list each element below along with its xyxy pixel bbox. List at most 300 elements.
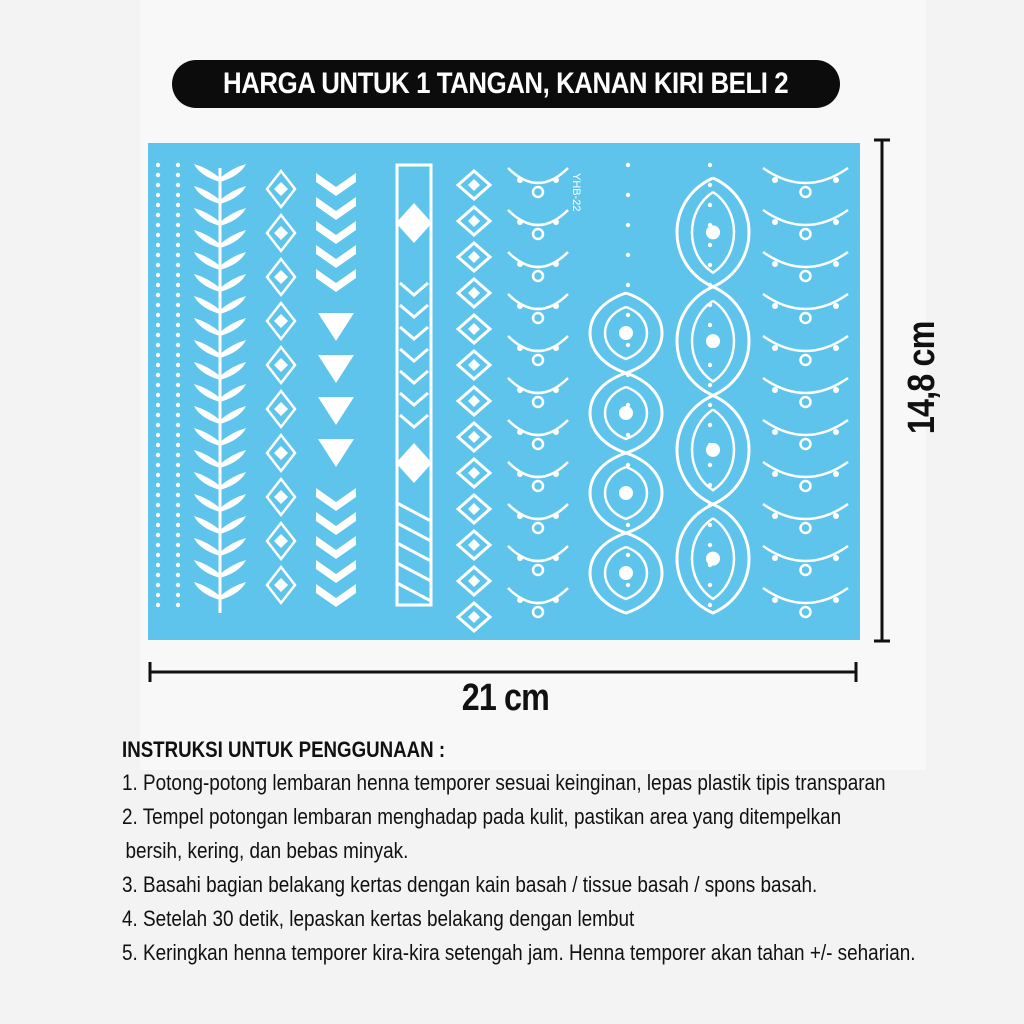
dot-chain xyxy=(176,223,180,227)
dot-chain xyxy=(176,473,180,477)
diamond-core xyxy=(468,431,480,443)
leaf-shape xyxy=(194,428,220,446)
leaf-shape xyxy=(194,340,220,358)
dot-chain xyxy=(156,173,160,177)
dot-chain xyxy=(708,163,712,167)
leaf-shape xyxy=(220,208,246,226)
leaf-shape xyxy=(194,318,220,336)
band-chevron xyxy=(400,349,428,361)
lace-dot xyxy=(517,429,523,435)
dot-chain xyxy=(156,353,160,357)
lace-dot xyxy=(833,555,839,561)
lace-dot xyxy=(772,597,778,603)
lace-ring xyxy=(801,439,811,449)
dot-chain xyxy=(156,583,160,587)
dot-chain xyxy=(708,543,712,547)
lace-ring xyxy=(801,271,811,281)
leaf-shape xyxy=(194,450,220,468)
lace-ring xyxy=(533,355,543,365)
leaf-shape xyxy=(194,252,220,270)
dot-chain xyxy=(176,183,180,187)
lace-dot xyxy=(517,303,523,309)
dot-chain xyxy=(176,273,180,277)
lace-dot xyxy=(772,219,778,225)
lace-dot xyxy=(517,513,523,519)
dot-chain xyxy=(626,193,630,197)
dot-chain xyxy=(156,453,160,457)
dot-chain xyxy=(626,553,630,557)
dot-chain xyxy=(156,473,160,477)
lace-ring xyxy=(801,481,811,491)
leaf-shape xyxy=(194,538,220,556)
lace-dot xyxy=(553,219,559,225)
dot-chain xyxy=(176,553,180,557)
dot-chain xyxy=(156,263,160,267)
diamond-core xyxy=(274,534,288,548)
lace-ring xyxy=(533,229,543,239)
height-dimension-line xyxy=(872,138,892,643)
lace-dot xyxy=(553,387,559,393)
dot-chain xyxy=(176,403,180,407)
leaf-shape xyxy=(220,164,246,182)
diamond-core xyxy=(274,578,288,592)
dot-chain xyxy=(176,563,180,567)
leaf-shape xyxy=(220,230,246,248)
dot-chain xyxy=(156,363,160,367)
lace-scallop xyxy=(508,168,568,183)
lace-dot xyxy=(553,513,559,519)
lace-scallop xyxy=(508,588,568,603)
leaf-shape xyxy=(194,494,220,512)
triangle xyxy=(318,355,354,383)
band-stripe xyxy=(397,523,431,541)
dot-chain xyxy=(176,293,180,297)
dot-chain xyxy=(156,423,160,427)
leaf-shape xyxy=(220,428,246,446)
leaf-shape xyxy=(194,472,220,490)
chevron xyxy=(316,197,356,220)
dot-chain xyxy=(176,193,180,197)
band-chevron xyxy=(400,305,428,317)
dot-chain xyxy=(156,503,160,507)
dot-chain xyxy=(156,293,160,297)
dot-chain xyxy=(156,523,160,527)
lace-dot xyxy=(833,513,839,519)
dot-chain xyxy=(708,243,712,247)
dot-chain xyxy=(156,533,160,537)
band-chevron xyxy=(400,283,428,295)
lace-ring xyxy=(801,187,811,197)
lace-dot xyxy=(772,471,778,477)
leaf-shape xyxy=(220,384,246,402)
lace-ring xyxy=(533,271,543,281)
leaf-shape xyxy=(220,406,246,424)
dot-chain xyxy=(156,463,160,467)
chevron xyxy=(316,560,356,583)
dot-chain xyxy=(176,163,180,167)
lace-dot xyxy=(833,471,839,477)
dot-chain xyxy=(156,373,160,377)
lace-dot xyxy=(553,597,559,603)
dot-chain xyxy=(156,193,160,197)
leaf-shape xyxy=(194,406,220,424)
lace-ring xyxy=(801,313,811,323)
chevron xyxy=(316,488,356,511)
diamond-core xyxy=(468,251,480,263)
dot-chain xyxy=(708,423,712,427)
lace-ring xyxy=(801,229,811,239)
band-stripe xyxy=(397,583,431,601)
lace-dot xyxy=(517,177,523,183)
dot-chain xyxy=(176,583,180,587)
dot-chain xyxy=(156,513,160,517)
chevron xyxy=(316,221,356,244)
leaf-shape xyxy=(194,516,220,534)
width-dimension-label xyxy=(420,676,590,720)
dot-chain xyxy=(708,323,712,327)
lace-ring xyxy=(533,397,543,407)
dot-chain xyxy=(176,253,180,257)
diamond-core xyxy=(274,490,288,504)
dot-chain xyxy=(708,183,712,187)
instruction-line: 3. Basahi bagian belakang kertas dengan kain basah / tissue basah / spons basah. xyxy=(122,872,818,897)
lace-scallop xyxy=(508,462,568,477)
dot-chain xyxy=(156,543,160,547)
price-banner-text: HARGA UNTUK 1 TANGAN, KANAN KIRI BELI 2 xyxy=(223,67,789,100)
dot-chain xyxy=(708,583,712,587)
dot-chain xyxy=(176,283,180,287)
dot-chain xyxy=(176,313,180,317)
lace-ring xyxy=(801,523,811,533)
dot-chain xyxy=(708,383,712,387)
dot-chain xyxy=(626,583,630,587)
dot-chain xyxy=(708,603,712,607)
band-chevron xyxy=(400,393,428,405)
dot-chain xyxy=(176,263,180,267)
dot-chain xyxy=(176,523,180,527)
dot-chain xyxy=(156,253,160,257)
dot-chain xyxy=(176,593,180,597)
dot-chain xyxy=(176,393,180,397)
dot-chain xyxy=(156,413,160,417)
lace-dot xyxy=(553,345,559,351)
chevron xyxy=(316,245,356,268)
diamond-core xyxy=(274,446,288,460)
dot-chain xyxy=(176,603,180,607)
diamond-core xyxy=(468,359,480,371)
band-stripe xyxy=(397,563,431,581)
instruction-line: bersih, kering, dan bebas minyak. xyxy=(125,838,409,863)
lace-dot xyxy=(772,177,778,183)
henna-pattern-art xyxy=(148,143,860,640)
dot-chain xyxy=(156,603,160,607)
band-chevron xyxy=(400,371,428,383)
lace-dot xyxy=(772,513,778,519)
diamond-core xyxy=(274,402,288,416)
leaf-shape xyxy=(194,186,220,204)
lace-dot xyxy=(772,387,778,393)
dot-chain xyxy=(626,343,630,347)
dot-chain xyxy=(156,283,160,287)
leaf-shape xyxy=(194,164,220,182)
instructions-title: INSTRUKSI UNTUK PENGGUNAAN : xyxy=(122,737,446,762)
dot-chain xyxy=(156,183,160,187)
diamond-core xyxy=(274,314,288,328)
dot-chain xyxy=(176,413,180,417)
leaf-shape xyxy=(194,582,220,600)
leaf-shape xyxy=(194,208,220,226)
lace-dot xyxy=(772,261,778,267)
leaf-shape xyxy=(220,252,246,270)
medallion-center xyxy=(706,443,720,457)
lace-ring xyxy=(801,355,811,365)
band-stripe xyxy=(397,543,431,561)
leaf-shape xyxy=(194,296,220,314)
band-diamond xyxy=(396,443,432,483)
dot-chain xyxy=(156,333,160,337)
lace-dot xyxy=(833,345,839,351)
dot-chain xyxy=(176,323,180,327)
leaf-shape xyxy=(194,362,220,380)
lace-dot xyxy=(833,219,839,225)
lace-ring xyxy=(801,397,811,407)
dot-chain xyxy=(156,493,160,497)
lace-dot xyxy=(833,597,839,603)
dot-chain xyxy=(176,483,180,487)
dot-chain xyxy=(626,283,630,287)
lace-dot xyxy=(553,555,559,561)
chevron xyxy=(316,173,356,196)
dot-chain xyxy=(626,313,630,317)
leaf-shape xyxy=(194,230,220,248)
dot-chain xyxy=(156,343,160,347)
chevron xyxy=(316,584,356,607)
leaf-shape xyxy=(220,340,246,358)
medallion-center xyxy=(619,326,633,340)
chevron xyxy=(316,536,356,559)
leaf-shape xyxy=(220,516,246,534)
lace-scallop xyxy=(508,252,568,267)
lace-dot xyxy=(517,261,523,267)
dot-chain xyxy=(708,363,712,367)
lace-dot xyxy=(517,219,523,225)
lace-dot xyxy=(833,429,839,435)
dot-chain xyxy=(176,353,180,357)
dot-chain xyxy=(176,513,180,517)
dot-chain xyxy=(176,343,180,347)
dot-chain xyxy=(176,453,180,457)
lace-ring xyxy=(533,187,543,197)
lace-dot xyxy=(517,345,523,351)
lace-dot xyxy=(517,555,523,561)
leaf-shape xyxy=(194,384,220,402)
leaf-shape xyxy=(220,274,246,292)
diamond-core xyxy=(468,179,480,191)
leaf-shape xyxy=(194,274,220,292)
price-banner xyxy=(172,60,840,108)
dot-chain xyxy=(176,243,180,247)
chevron xyxy=(316,512,356,535)
lace-ring xyxy=(533,481,543,491)
dot-chain xyxy=(626,223,630,227)
dot-chain xyxy=(176,303,180,307)
diamond-core xyxy=(468,287,480,299)
medallion-center xyxy=(706,334,720,348)
height-dimension-label xyxy=(902,318,942,438)
dot-chain xyxy=(626,253,630,257)
lace-scallop xyxy=(508,420,568,435)
dot-chain xyxy=(156,593,160,597)
leaf-shape xyxy=(220,450,246,468)
triangle xyxy=(318,439,354,467)
dot-chain xyxy=(156,163,160,167)
triangle xyxy=(318,313,354,341)
leaf-shape xyxy=(220,186,246,204)
lace-dot xyxy=(553,303,559,309)
lace-scallop xyxy=(508,546,568,561)
model-code-label: YHB-22 xyxy=(570,173,582,212)
dot-chain xyxy=(156,393,160,397)
medallion-center xyxy=(706,552,720,566)
medallion-center xyxy=(619,486,633,500)
dot-chain xyxy=(156,443,160,447)
dot-chain xyxy=(176,543,180,547)
dot-chain xyxy=(156,223,160,227)
lace-ring xyxy=(533,439,543,449)
lace-dot xyxy=(553,471,559,477)
dot-chain xyxy=(176,213,180,217)
diamond-core xyxy=(468,467,480,479)
dot-chain xyxy=(176,423,180,427)
dot-chain xyxy=(156,323,160,327)
diamond-core xyxy=(274,182,288,196)
dot-chain xyxy=(176,443,180,447)
diamond-core xyxy=(468,323,480,335)
lace-dot xyxy=(517,387,523,393)
instruction-line: 4. Setelah 30 detik, lepaskan kertas belakang dengan lembut xyxy=(122,906,635,931)
band-diamond xyxy=(396,203,432,243)
dot-chain xyxy=(176,173,180,177)
instruction-line: 1. Potong-potong lembaran henna temporer sesuai keinginan, lepas plastik tipis transparan xyxy=(122,770,886,795)
dot-chain xyxy=(156,243,160,247)
lace-dot xyxy=(833,177,839,183)
dot-chain xyxy=(156,563,160,567)
lace-ring xyxy=(533,565,543,575)
lace-scallop xyxy=(508,504,568,519)
dot-chain xyxy=(156,303,160,307)
leaf-shape xyxy=(220,296,246,314)
lace-dot xyxy=(553,261,559,267)
dot-chain xyxy=(176,503,180,507)
dot-chain xyxy=(176,463,180,467)
dot-chain xyxy=(156,313,160,317)
dot-chain xyxy=(156,383,160,387)
band-stripe xyxy=(397,503,431,521)
lace-dot xyxy=(833,303,839,309)
dot-chain xyxy=(156,273,160,277)
diamond-core xyxy=(468,395,480,407)
lace-ring xyxy=(801,607,811,617)
lace-dot xyxy=(833,387,839,393)
lace-dot xyxy=(772,345,778,351)
dot-chain xyxy=(156,483,160,487)
dot-chain xyxy=(156,203,160,207)
lace-dot xyxy=(553,177,559,183)
leaf-shape xyxy=(220,362,246,380)
chevron xyxy=(316,269,356,292)
dot-chain xyxy=(156,433,160,437)
dot-chain xyxy=(176,203,180,207)
dot-chain xyxy=(176,333,180,337)
instruction-line: 5. Keringkan henna temporer kira-kira setengah jam. Henna temporer akan tahan +/- seharian. xyxy=(122,940,916,965)
lace-ring xyxy=(533,523,543,533)
band-chevron xyxy=(400,415,428,427)
diamond-core xyxy=(468,575,480,587)
diamond-core xyxy=(274,226,288,240)
dot-chain xyxy=(176,383,180,387)
dot-chain xyxy=(708,463,712,467)
lace-ring xyxy=(533,607,543,617)
dot-chain xyxy=(176,533,180,537)
lace-dot xyxy=(553,429,559,435)
leaf-shape xyxy=(220,582,246,600)
dot-chain xyxy=(176,363,180,367)
lace-scallop xyxy=(508,336,568,351)
width-dimension-text: 21 cm xyxy=(461,676,549,719)
diamond-core xyxy=(468,503,480,515)
lace-dot xyxy=(517,471,523,477)
dot-chain xyxy=(708,203,712,207)
lace-scallop xyxy=(508,378,568,393)
leaf-shape xyxy=(194,560,220,578)
dot-chain xyxy=(156,573,160,577)
lace-dot xyxy=(772,555,778,561)
medallion-center xyxy=(706,225,720,239)
dot-chain xyxy=(176,373,180,377)
dot-chain xyxy=(626,523,630,527)
dot-chain xyxy=(176,433,180,437)
lace-ring xyxy=(801,565,811,575)
dot-chain xyxy=(626,163,630,167)
diamond-core xyxy=(274,270,288,284)
leaf-shape xyxy=(220,560,246,578)
lace-dot xyxy=(772,429,778,435)
dot-chain xyxy=(708,523,712,527)
lace-scallop xyxy=(508,294,568,309)
lace-scallop xyxy=(508,210,568,225)
diamond-core xyxy=(468,215,480,227)
dot-chain xyxy=(156,213,160,217)
diamond-core xyxy=(468,611,480,623)
lace-dot xyxy=(772,303,778,309)
usage-instructions xyxy=(122,734,982,970)
leaf-shape xyxy=(220,494,246,512)
dot-chain xyxy=(176,233,180,237)
dot-chain xyxy=(708,263,712,267)
leaf-shape xyxy=(220,318,246,336)
triangle xyxy=(318,397,354,425)
leaf-shape xyxy=(220,472,246,490)
dot-chain xyxy=(176,493,180,497)
diamond-core xyxy=(468,539,480,551)
lace-dot xyxy=(833,261,839,267)
lace-dot xyxy=(517,597,523,603)
height-dimension-text: 14,8 cm xyxy=(900,321,943,435)
lace-ring xyxy=(533,313,543,323)
henna-tattoo-sheet xyxy=(148,143,860,640)
leaf-shape xyxy=(220,538,246,556)
medallion-center xyxy=(619,406,633,420)
